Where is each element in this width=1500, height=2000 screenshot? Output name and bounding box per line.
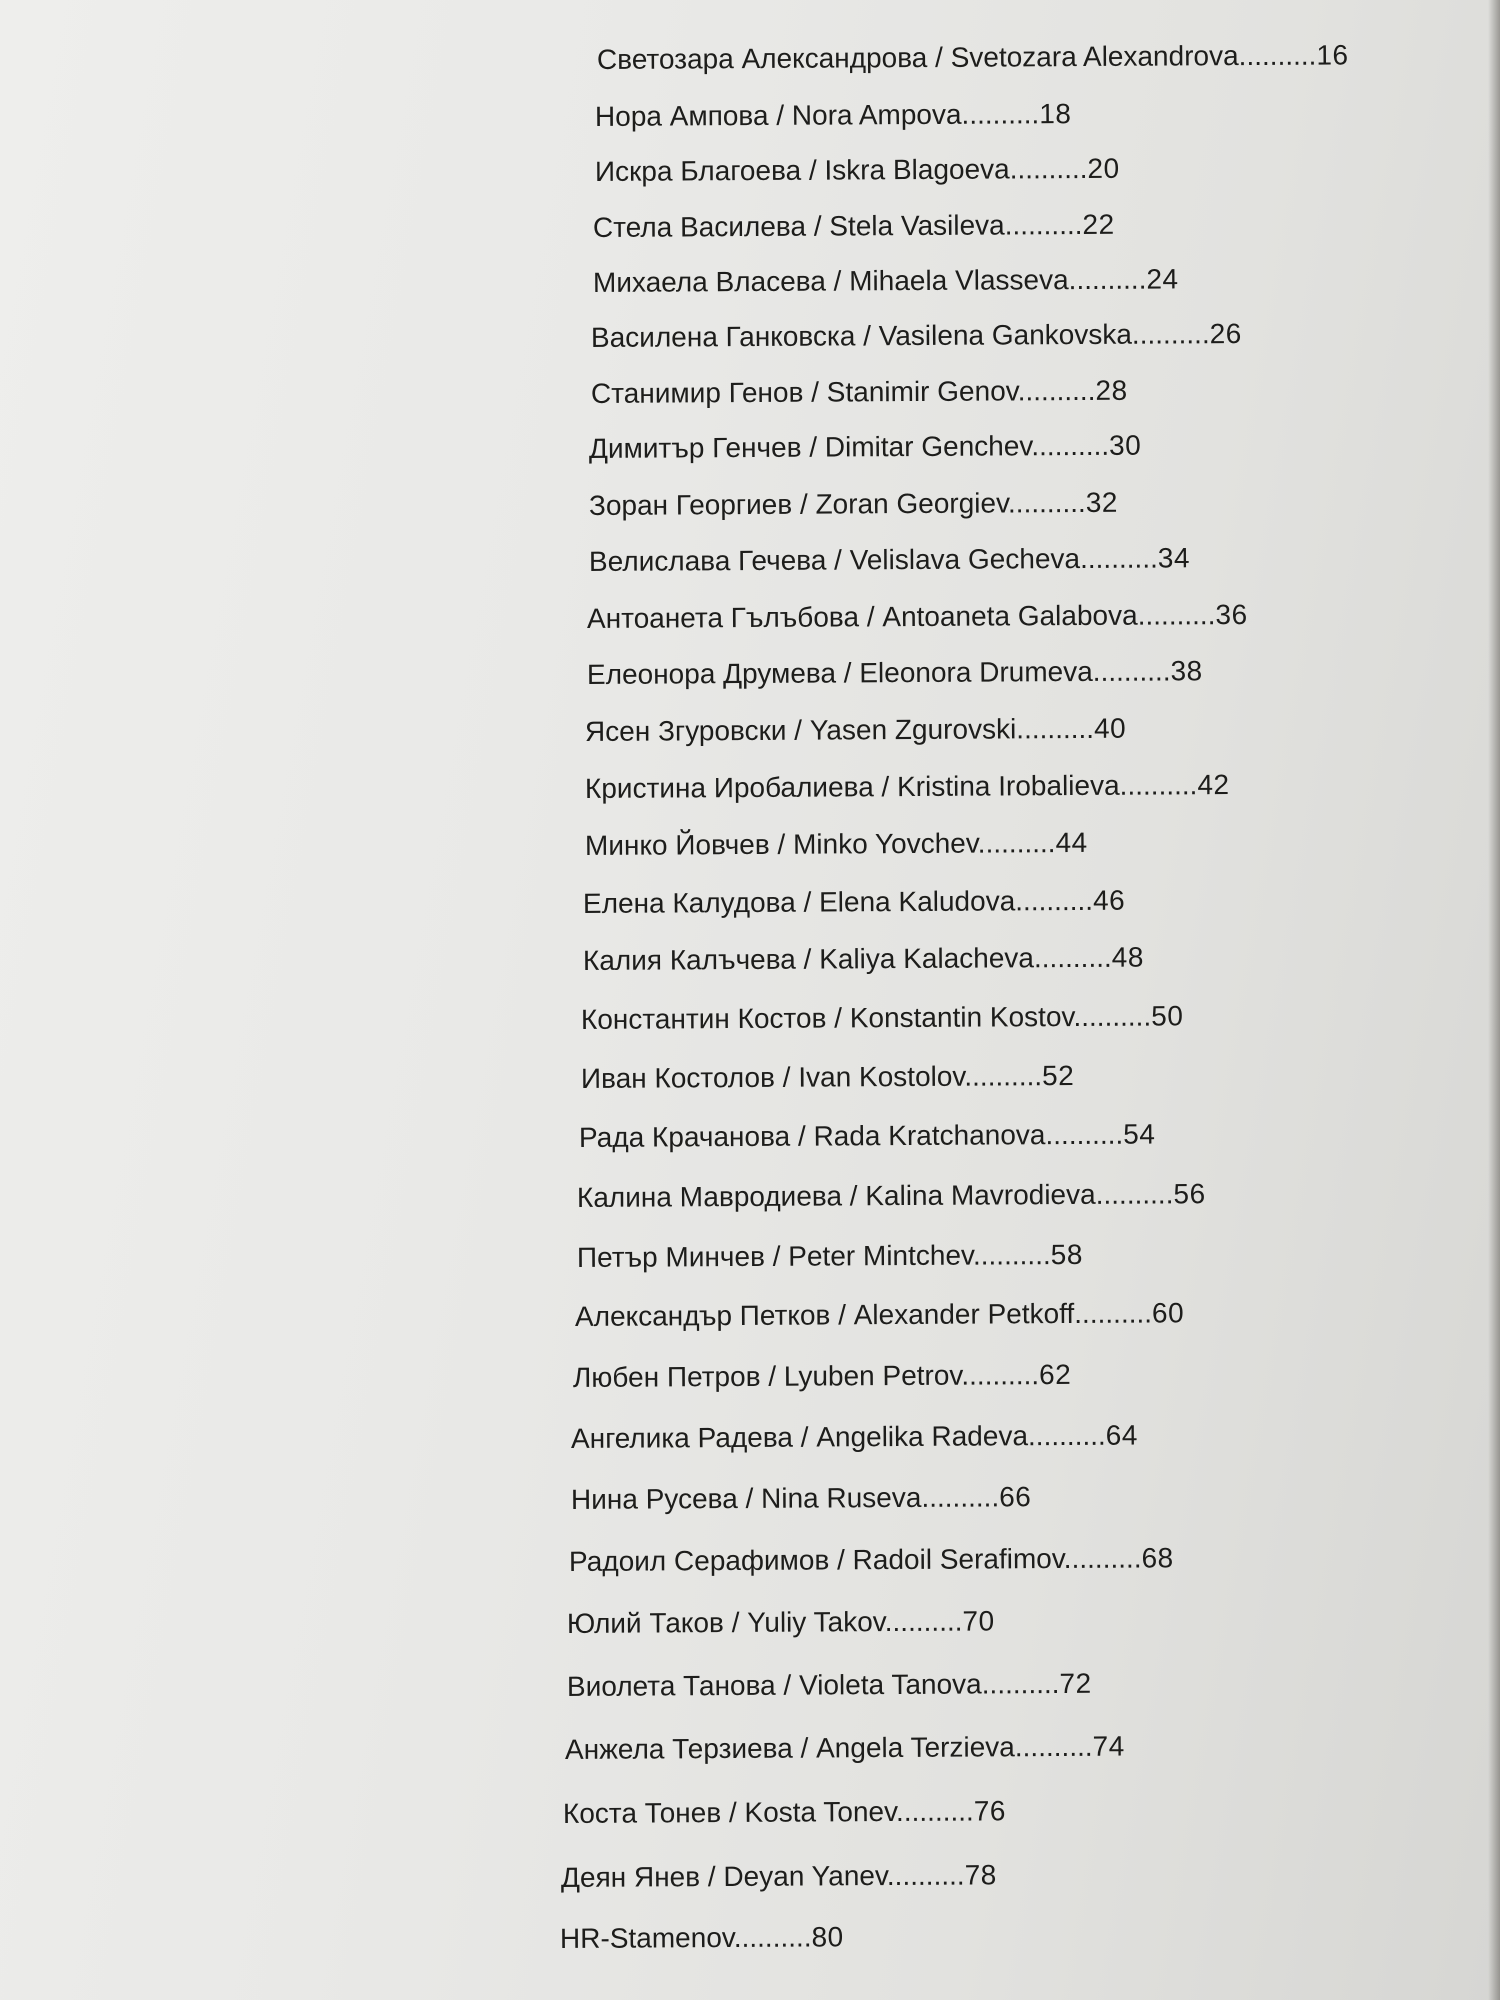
page-number: 62 <box>1039 1358 1072 1391</box>
page-number: 24 <box>1146 263 1179 295</box>
toc-entry <box>595 152 1120 189</box>
entry-title: Петър Минчев / Peter Mintchev <box>576 1239 974 1273</box>
page-number: 76 <box>973 1795 1007 1827</box>
toc-entry <box>583 941 1144 978</box>
page-number: 64 <box>1105 1419 1139 1451</box>
page-number: 26 <box>1209 318 1242 350</box>
page-number: 38 <box>1170 655 1203 687</box>
entry-title: Калия Калъчева / Kaliya Kalacheva <box>582 942 1035 976</box>
leader-dots: .......... <box>733 1921 812 1953</box>
leader-dots: .......... <box>921 1481 1000 1513</box>
leader-dots: .......... <box>1004 209 1083 241</box>
toc-entry <box>569 1541 1174 1579</box>
toc-entry <box>567 1667 1092 1704</box>
toc-entry <box>591 317 1242 355</box>
entry-title: Светозара Александрова / Svetozara Alexandrova <box>596 40 1239 75</box>
entry-title: Анжела Терзиева / Angela Terzieva <box>564 1731 1015 1765</box>
toc-entry <box>587 654 1203 692</box>
toc-entry <box>571 1480 1032 1517</box>
page-number: 60 <box>1151 1297 1185 1329</box>
entry-title: Любен Петров / Lyuben Petrov <box>572 1359 962 1393</box>
page-number: 78 <box>964 1859 997 1891</box>
leader-dots: .......... <box>1016 712 1095 745</box>
entry-title: Василена Ганковска / Vasilena Gankovska <box>590 318 1132 353</box>
entry-title: Иван Костолов / Ivan Kostolov <box>580 1060 965 1094</box>
page-number: 28 <box>1095 374 1128 406</box>
entry-title: Деян Янев / Deyan Yanev <box>560 1860 887 1893</box>
page-number: 74 <box>1092 1730 1125 1762</box>
entry-title: Ангелика Радева / Angelika Radeva <box>570 1420 1029 1454</box>
toc-entry <box>593 262 1179 300</box>
entry-title: Константин Костов / Konstantin Kostov <box>580 1000 1074 1035</box>
leader-dots: .......... <box>1014 1730 1093 1763</box>
entry-title: Виолета Танова / Violeta Tanova <box>566 1668 982 1702</box>
page-number: 40 <box>1093 712 1127 744</box>
toc-entry <box>581 1059 1074 1096</box>
toc-entry <box>567 1604 995 1641</box>
toc-entry <box>589 429 1141 466</box>
leader-dots: .......... <box>1074 1297 1153 1329</box>
leader-dots: .......... <box>1033 941 1112 974</box>
toc-entry <box>585 826 1088 863</box>
page-number: 20 <box>1087 152 1120 184</box>
leader-dots: .......... <box>895 1795 974 1827</box>
entry-title: Юлий Таков / Yuliy Takov <box>566 1606 885 1639</box>
entry-title: Коста Тонев / Kosta Tonev <box>562 1795 897 1829</box>
leader-dots: .......... <box>884 1605 963 1638</box>
entry-title: Кристина Иробалиева / Kristina Irobalieva <box>584 769 1120 804</box>
toc-entry <box>573 1358 1071 1395</box>
toc-entry <box>577 1177 1206 1215</box>
leader-dots: .......... <box>981 1667 1060 1700</box>
page-number: 32 <box>1085 486 1119 518</box>
toc-entry <box>595 97 1072 134</box>
entry-title: Антоанета Гълъбова / Antoaneta Galabova <box>586 599 1138 634</box>
leader-dots: .......... <box>1238 39 1317 72</box>
toc-entry <box>581 999 1184 1037</box>
toc-entry <box>597 38 1349 77</box>
page-number: 50 <box>1151 1000 1184 1032</box>
leader-dots: .......... <box>1119 769 1198 801</box>
page-number: 48 <box>1111 941 1144 973</box>
toc-entry <box>585 712 1126 749</box>
toc-entry <box>561 1858 997 1895</box>
page-number: 66 <box>999 1481 1032 1513</box>
entry-title: Рада Крачанова / Rada Kratchanova <box>578 1119 1046 1153</box>
toc-entry <box>563 1794 1006 1831</box>
leader-dots: .......... <box>1027 1419 1106 1452</box>
entry-title: Елеонора Друмева / Eleonora Drumeva <box>586 655 1093 690</box>
toc-entry <box>585 768 1230 806</box>
toc-entry <box>587 598 1248 636</box>
toc-entry <box>589 486 1118 523</box>
toc-entry <box>560 1920 844 1956</box>
toc-entry <box>577 1238 1083 1275</box>
entry-title: Велислава Гечева / Velislava Gecheva <box>588 543 1081 577</box>
page-number: 30 <box>1109 429 1142 461</box>
leader-dots: .......... <box>961 98 1040 130</box>
leader-dots: .......... <box>1007 486 1086 519</box>
page-number: 34 <box>1157 542 1191 574</box>
page-number: 36 <box>1215 598 1248 631</box>
page-number: 58 <box>1050 1238 1083 1271</box>
page-number: 46 <box>1092 884 1126 916</box>
toc-entry <box>591 374 1128 411</box>
page-number: 16 <box>1316 39 1349 71</box>
entry-title: Михаела Власева / Mihaela Vlasseva <box>592 264 1069 298</box>
toc-entry <box>579 1117 1156 1155</box>
entry-title: Стела Василева / Stela Vasileva <box>592 209 1005 243</box>
page-number: 18 <box>1039 98 1072 130</box>
entry-title: Нина Русева / Nina Ruseva <box>570 1481 922 1515</box>
leader-dots: .......... <box>1137 599 1216 631</box>
page-number: 52 <box>1042 1059 1075 1092</box>
page-number: 56 <box>1173 1178 1206 1210</box>
leader-dots: .......... <box>1017 374 1096 407</box>
entry-title: Ясен Згуровски / Yasen Zgurovski <box>584 713 1017 747</box>
entry-title: HR-Stamenov <box>559 1921 734 1954</box>
leader-dots: .......... <box>1073 1000 1152 1032</box>
leader-dots: .......... <box>964 1060 1043 1092</box>
entry-title: Радоил Серафимов / Radoil Serafimov <box>568 1542 1064 1577</box>
entry-title: Калина Мавродиева / Kalina Mavrodieva <box>576 1178 1096 1213</box>
entry-title: Елена Калудова / Elena Kaludova <box>582 885 1016 919</box>
page-number: 70 <box>962 1605 995 1637</box>
leader-dots: .......... <box>1095 1178 1174 1210</box>
page-number: 44 <box>1055 826 1088 859</box>
entry-title: Александър Петков / Alexander Petkoff <box>574 1297 1075 1332</box>
toc-entry <box>583 884 1125 921</box>
toc-entry <box>589 541 1190 579</box>
page-number: 22 <box>1082 208 1115 241</box>
page-number: 80 <box>811 1921 844 1953</box>
leader-dots: .......... <box>1068 263 1147 296</box>
entry-title: Минко Йовчев / Minko Yovchev <box>584 827 978 861</box>
leader-dots: .......... <box>1092 655 1171 687</box>
leader-dots: .......... <box>1063 1542 1142 1574</box>
leader-dots: .......... <box>886 1859 965 1892</box>
leader-dots: .......... <box>1031 429 1110 462</box>
leader-dots: .......... <box>1045 1118 1124 1151</box>
page-number: 68 <box>1141 1542 1174 1574</box>
toc-entry <box>575 1296 1184 1334</box>
leader-dots: .......... <box>961 1359 1040 1391</box>
entry-title: Искра Благоева / Iskra Blagoeva <box>594 153 1010 187</box>
leader-dots: .......... <box>1131 318 1210 350</box>
leader-dots: .......... <box>1015 884 1094 917</box>
entry-title: Димитър Генчев / Dimitar Genchev <box>588 430 1032 464</box>
entry-title: Нора Ампова / Nora Ampova <box>594 98 962 132</box>
toc-entry <box>593 208 1115 245</box>
leader-dots: .......... <box>977 827 1056 859</box>
entry-title: Станимир Генов / Stanimir Genov <box>590 375 1018 409</box>
toc-entry <box>565 1730 1125 1767</box>
page-number: 72 <box>1059 1667 1092 1699</box>
page-number: 42 <box>1197 769 1230 801</box>
leader-dots: .......... <box>1009 152 1088 185</box>
leader-dots: .......... <box>1079 542 1158 575</box>
page-number: 54 <box>1123 1118 1156 1150</box>
entry-title: Зоран Георгиев / Zoran Georgiev <box>588 487 1009 521</box>
leader-dots: .......... <box>972 1239 1051 1271</box>
toc-entry <box>571 1419 1138 1456</box>
